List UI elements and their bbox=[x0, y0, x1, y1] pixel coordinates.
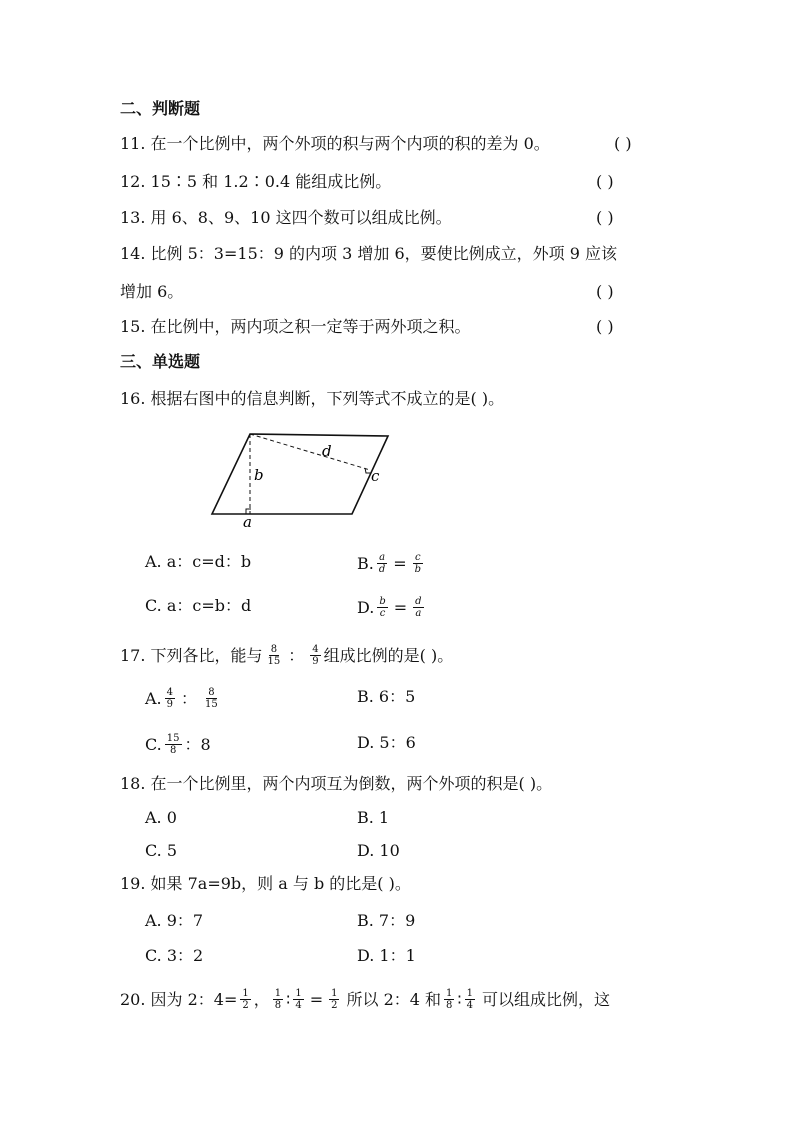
equals-sign: = bbox=[309, 989, 324, 1009]
q19-option-a[interactable]: A. 9：7 bbox=[145, 911, 204, 930]
q16-d-fraction-1 bbox=[377, 596, 387, 619]
question-14-line1: 14. 比例 5：3=15：9 的内项 3 增加 6，要使比例成立，外项 9 应该 bbox=[120, 244, 617, 263]
question-12: 12. 15∶5 和 1.2∶0.4 能组成比例。 bbox=[120, 172, 392, 191]
ratio-colon: ∶ bbox=[457, 989, 462, 1009]
q17-option-c[interactable] bbox=[145, 733, 211, 756]
label-b: b bbox=[254, 466, 264, 484]
q17-c-fraction bbox=[165, 733, 182, 756]
label-a: a bbox=[243, 513, 252, 531]
parallelogram-figure bbox=[200, 424, 400, 534]
q16-option-d[interactable] bbox=[357, 596, 427, 619]
question-15: 15. 在比例中，两内项之积一定等于两外项之积。 bbox=[120, 317, 471, 336]
equals-sign: = bbox=[393, 597, 408, 617]
question-18-stem: 18. 在一个比例里，两个内项互为倒数，两个外项的积是( )。 bbox=[120, 774, 553, 793]
fraction-numerator: 1 bbox=[274, 988, 282, 999]
q19-option-b[interactable]: B. 7：9 bbox=[357, 911, 416, 930]
label-d: d bbox=[322, 442, 332, 460]
q18-option-d[interactable]: D. 10 bbox=[357, 841, 400, 860]
q20-fraction-2 bbox=[273, 988, 283, 1011]
question-19-stem: 19. 如果 7a=9b，则 a 与 b 的比是( )。 bbox=[120, 874, 411, 893]
q18-option-b[interactable]: B. 1 bbox=[357, 808, 390, 827]
question-14-line2: 增加 6。 bbox=[120, 282, 184, 301]
fraction-numerator: c bbox=[415, 552, 421, 563]
fraction-numerator: 4 bbox=[312, 644, 319, 655]
q18-option-a[interactable]: A. 0 bbox=[145, 808, 177, 827]
fraction-numerator: 1 bbox=[295, 988, 302, 999]
q17-option-c-prefix: C. bbox=[145, 734, 162, 754]
q17-a-fraction-2 bbox=[203, 687, 220, 710]
answer-blank-14: ( ) bbox=[596, 282, 614, 301]
label-c: c bbox=[371, 467, 380, 485]
fraction-denominator: 15 bbox=[205, 699, 218, 710]
q16-option-c[interactable]: C. a：c=b：d bbox=[145, 596, 252, 615]
fraction-denominator: 8 bbox=[274, 1000, 282, 1011]
q17-option-a[interactable] bbox=[145, 687, 223, 710]
fraction-denominator: 9 bbox=[166, 699, 174, 710]
q17-stem-fraction-2 bbox=[310, 644, 320, 667]
q17-stem-pre: 17. 下列各比，能与 bbox=[120, 645, 263, 665]
question-17-stem bbox=[120, 644, 453, 667]
fraction-denominator: c bbox=[379, 608, 386, 619]
q17-stem-fraction-1 bbox=[266, 644, 283, 667]
fraction-denominator: d bbox=[378, 564, 386, 575]
q16-option-b-prefix: B. bbox=[357, 553, 374, 573]
q20-mid: 所以 2：4 和 bbox=[346, 989, 442, 1009]
q18-option-c[interactable]: C. 5 bbox=[145, 841, 178, 860]
fraction-numerator: 15 bbox=[166, 733, 180, 744]
q16-b-fraction-2 bbox=[413, 552, 423, 575]
q16-b-fraction-1 bbox=[377, 552, 387, 575]
q20-pre: 20. 因为 2：4= bbox=[120, 989, 238, 1009]
answer-blank-11: ( ) bbox=[614, 134, 632, 153]
q20-post: 可以组成比例，这 bbox=[481, 989, 610, 1009]
fraction-numerator: 1 bbox=[331, 988, 338, 999]
q16-option-d-prefix: D. bbox=[357, 597, 375, 617]
q19-option-d[interactable]: D. 1：1 bbox=[357, 946, 416, 965]
parallelogram-outline bbox=[212, 434, 388, 514]
fraction-denominator: 8 bbox=[169, 745, 177, 756]
q17-stem-post: 组成比例的是( )。 bbox=[323, 645, 454, 665]
answer-blank-13: ( ) bbox=[596, 208, 614, 227]
q17-option-c-rest: ：8 bbox=[184, 734, 211, 754]
fraction-denominator: b bbox=[414, 564, 422, 575]
fraction-denominator: 2 bbox=[331, 1000, 338, 1011]
ratio-colon: ∶ bbox=[286, 989, 291, 1009]
q17-option-d[interactable]: D. 5：6 bbox=[357, 733, 416, 752]
answer-blank-12: ( ) bbox=[596, 172, 614, 191]
q20-fraction-5 bbox=[444, 988, 454, 1011]
question-16-stem: 16. 根据右图中的信息判断，下列等式不成立的是( )。 bbox=[120, 389, 505, 408]
question-11: 11. 在一个比例中，两个外项的积与两个内项的积的差为 0。 bbox=[120, 134, 550, 153]
fraction-denominator: 4 bbox=[295, 1000, 302, 1011]
fraction-numerator: a bbox=[379, 552, 386, 563]
fraction-numerator: b bbox=[379, 596, 386, 607]
ratio-colon: ： bbox=[288, 645, 305, 665]
section-heading-single-choice: 三、单选题 bbox=[120, 352, 201, 371]
fraction-numerator: 4 bbox=[166, 687, 174, 698]
q17-a-fraction-1 bbox=[165, 687, 175, 710]
fraction-denominator: 15 bbox=[267, 656, 281, 667]
q16-d-fraction-2 bbox=[413, 596, 423, 619]
section-heading-judgement: 二、判断题 bbox=[120, 99, 201, 118]
q20-fraction-6 bbox=[465, 988, 475, 1011]
answer-blank-15: ( ) bbox=[596, 317, 614, 336]
fraction-numerator: d bbox=[415, 596, 422, 607]
q16-option-b[interactable] bbox=[357, 552, 426, 575]
height-d-line bbox=[250, 434, 370, 470]
question-13: 13. 用 6、8、9、10 这四个数可以组成比例。 bbox=[120, 208, 452, 227]
fraction-numerator: 1 bbox=[446, 988, 453, 999]
ratio-colon: ： bbox=[181, 688, 198, 708]
fraction-denominator: 9 bbox=[312, 656, 319, 667]
q16-option-a[interactable]: A. a：c=d：b bbox=[145, 552, 252, 571]
q19-option-c[interactable]: C. 3：2 bbox=[145, 946, 204, 965]
fraction-numerator: 8 bbox=[208, 687, 215, 698]
fraction-denominator: a bbox=[415, 608, 422, 619]
q17-option-b[interactable]: B. 6：5 bbox=[357, 687, 416, 706]
fraction-numerator: 1 bbox=[466, 988, 473, 999]
q17-option-a-prefix: A. bbox=[145, 688, 162, 708]
q20-fraction-3 bbox=[293, 988, 303, 1011]
q20-comma: ， bbox=[253, 989, 270, 1009]
fraction-numerator: 8 bbox=[270, 644, 278, 655]
fraction-denominator: 2 bbox=[242, 1000, 249, 1011]
fraction-denominator: 4 bbox=[466, 1000, 473, 1011]
fraction-denominator: 8 bbox=[446, 1000, 453, 1011]
fraction-numerator: 1 bbox=[242, 988, 249, 999]
q20-fraction-4 bbox=[329, 988, 339, 1011]
q20-fraction-1 bbox=[240, 988, 250, 1011]
equals-sign: = bbox=[393, 553, 407, 573]
question-20-stem bbox=[120, 988, 610, 1011]
